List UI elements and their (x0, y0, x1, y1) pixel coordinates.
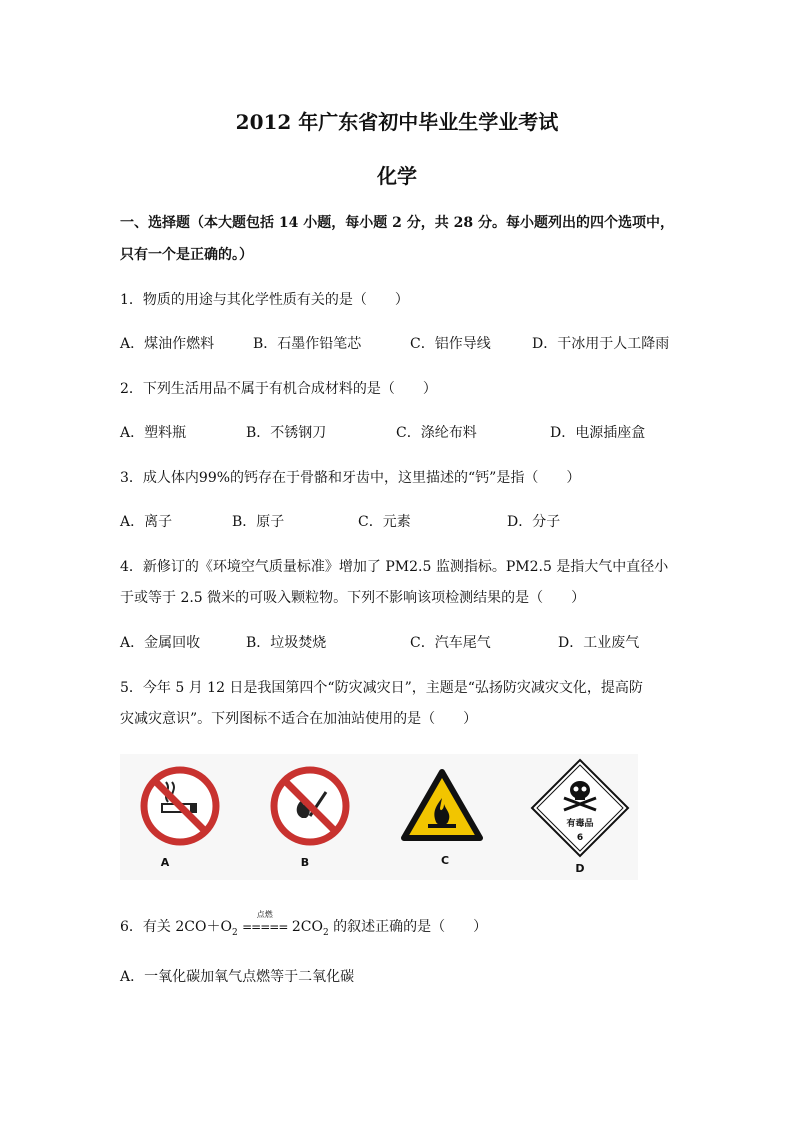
sign-c (382, 754, 502, 880)
question-4-option-c: C．汽车尾气 (410, 635, 491, 651)
question-5-stem-line2: 灾减灾意识”。下列图标不适合在加油站使用的是（ ） (120, 711, 478, 727)
question-2-option-c: C．涤纶布料 (396, 425, 477, 441)
sign-d (520, 754, 640, 880)
question-4-option-a: A．金属回收 (120, 635, 201, 651)
question-3-option-d: D．分子 (507, 514, 561, 530)
question-2-option-b: B．不锈钢刀 (246, 425, 327, 441)
sign-b-label: B (300, 856, 310, 869)
no-open-flame-icon (268, 764, 352, 848)
question-1-option-c: C．铝作导线 (410, 336, 491, 352)
sign-a-label: A (160, 856, 170, 869)
question-1-stem: 1．物质的用途与其化学性质有关的是（ ） (120, 292, 409, 308)
toxic-substance-icon (528, 756, 632, 860)
question-2-option-a: A．塑料瓶 (120, 425, 187, 441)
question-6-prefix: 6．有关 2CO＋O (120, 919, 232, 935)
question-4-option-d: D．工业废气 (558, 635, 640, 651)
o2-subscript: 2 (231, 927, 238, 938)
question-1-option-a: A．煤油作燃料 (120, 336, 215, 352)
sign-d-label: D (575, 862, 585, 875)
sign-d-number: 6 (576, 833, 584, 843)
flammable-warning-icon (400, 764, 484, 848)
question-5-stem-line1: 5．今年 5 月 12 日是我国第四个“防灾减灾日”，主题是“弘扬防灾减灾文化，提高防 (120, 680, 643, 696)
question-4-option-b: B．垃圾焚烧 (246, 635, 327, 651)
question-2-stem: 2．下列生活用品不属于有机合成材料的是（ ） (120, 381, 437, 397)
safety-signs-figure (120, 754, 638, 880)
sign-a (120, 754, 240, 880)
question-2-option-d: D．电源插座盒 (550, 425, 646, 441)
co2-subscript: 2 (322, 927, 329, 938)
sign-d-text: 有毒品 (566, 819, 594, 829)
sign-c-label: C (440, 854, 450, 867)
question-1-option-d: D．干冰用于人工降雨 (532, 336, 670, 352)
question-3-stem: 3．成人体内99%的钙存在于骨骼和牙齿中，这里描述的“钙”是指（ ） (120, 470, 581, 486)
question-4-stem-line2: 于或等于 2.5 微米的可吸入颗粒物。下列不影响该项检测结果的是（ ） (120, 590, 586, 606)
question-3-option-c: C．元素 (358, 514, 411, 530)
reaction-equals: ===== (242, 920, 288, 934)
question-6-suffix: 的叙述正确的是（ ） (328, 919, 488, 935)
exam-title: 2012 年广东省初中毕业生学业考试 (235, 110, 559, 134)
reaction-condition: 点燃 (256, 910, 273, 919)
no-smoking-icon (138, 764, 222, 848)
section-heading-line2: 只有一个是正确的。） (120, 247, 253, 263)
question-4-stem-line1: 4．新修订的《环境空气质量标准》增加了 PM2.5 监测指标。PM2.5 是指大气中直径小 (120, 559, 669, 575)
question-6-option-a: A．一氧化碳加氧气点燃等于二氧化碳 (120, 969, 355, 985)
question-3-option-a: A．离子 (120, 514, 173, 530)
sign-b (250, 754, 370, 880)
question-1-option-b: B．石墨作铅笔芯 (253, 336, 362, 352)
reaction-arrow (242, 910, 288, 935)
question-6-stem (120, 910, 488, 938)
subject-title: 化学 (377, 164, 417, 188)
question-3-option-b: B．原子 (232, 514, 285, 530)
question-6-product: 2CO (287, 919, 323, 935)
section-heading-line1: 一、选择题（本大题包括 14 小题，每小题 2 分，共 28 分。每小题列出的四个选项中， (120, 215, 674, 231)
